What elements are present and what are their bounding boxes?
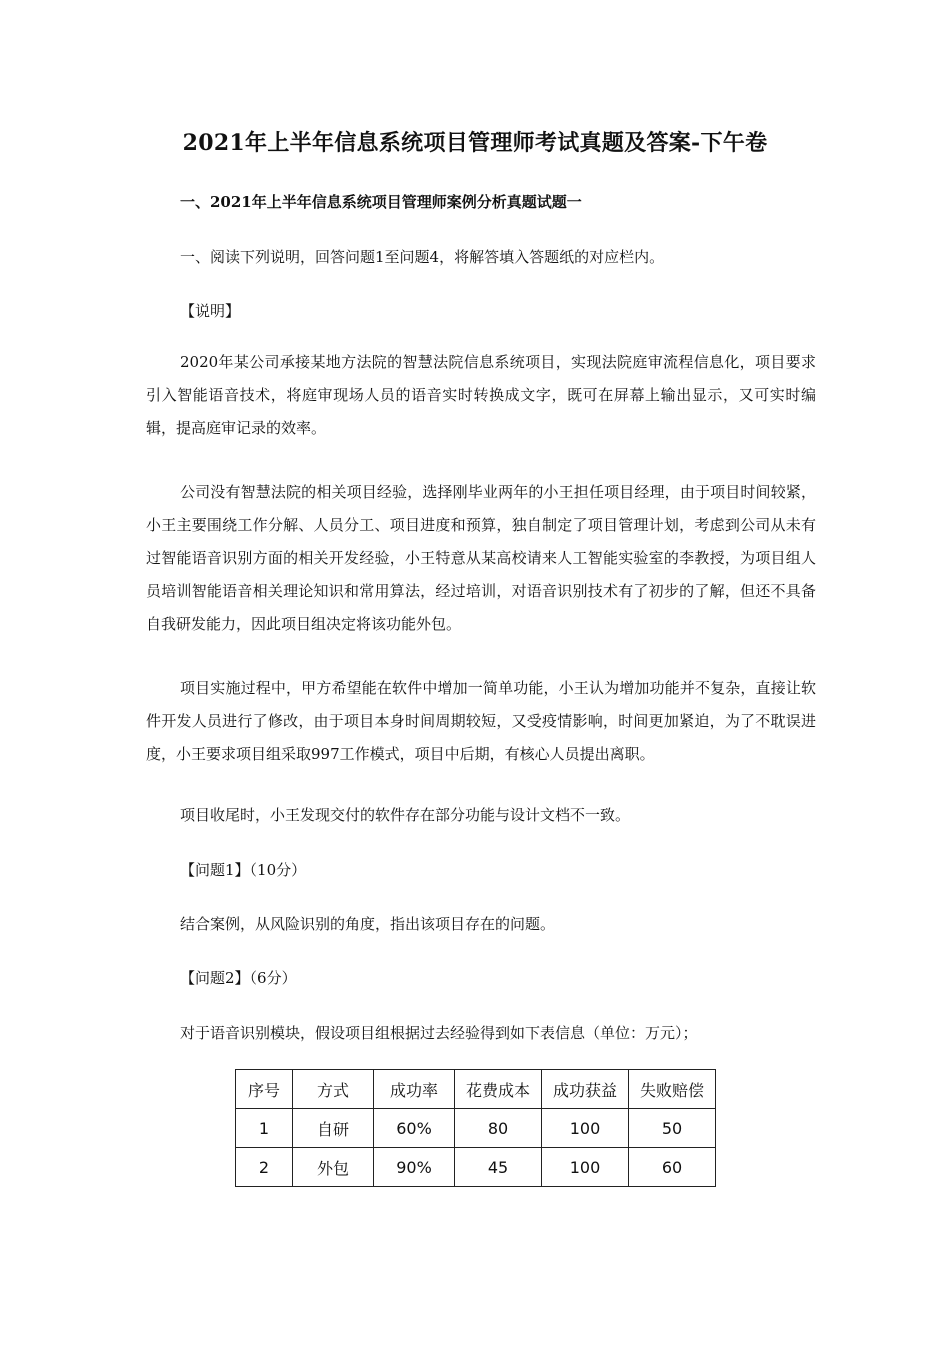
- closing-line: 项目收尾时，小王发现交付的软件存在部分功能与设计文档不一致。: [180, 806, 631, 824]
- header-cell: 成功获益: [542, 1070, 629, 1109]
- table-row: [236, 1148, 716, 1187]
- paragraph-3: 项目实施过程中，甲方希望能在软件中增加一简单功能，小王认为增加功能并不复杂，直接让软件开发人员进行了修改，由于项目本身时间周期较短，又受疫情影响，时间更加紧迫，为了不耽误进度，小王要求项目组采取997工作模式，项目中后期，有核心人员提出离职。: [146, 679, 816, 763]
- table-cell: 100: [542, 1148, 629, 1187]
- table-cell: 100: [542, 1109, 629, 1148]
- table-cell: 2: [236, 1148, 293, 1187]
- question-1-label: 【问题1】（10分）: [180, 861, 307, 879]
- table-cell: 自研: [293, 1109, 374, 1148]
- table-cell: 外包: [293, 1148, 374, 1187]
- header-cell: 失败赔偿: [629, 1070, 716, 1109]
- header-cell: 序号: [236, 1070, 293, 1109]
- header-cell: 花费成本: [455, 1070, 542, 1109]
- paragraph-2: 公司没有智慧法院的相关项目经验，选择刚毕业两年的小王担任项目经理，由于项目时间较紧，小王主要围绕工作分解、人员分工、项目进度和预算，独自制定了项目管理计划，考虑到公司从未有过智能语音识别方面的相关开发经验，小王特意从某高校请来人工智能实验室的李教授，为项目组人员培训智能语音相关理论知识和常用算法，经过培训，对语音识别技术有了初步的了解，但还不具备自我研发能力，因此项目组决定将该功能外包。: [146, 483, 816, 633]
- table-cell: 50: [629, 1109, 716, 1148]
- paragraph-1: 2020年某公司承接某地方法院的智慧法院信息系统项目，实现法院庭审流程信息化，项目要求引入智能语音技术，将庭审现场人员的语音实时转换成文字，既可在屏幕上输出显示，又可实时编辑，提高庭审记录的效率。: [146, 353, 816, 437]
- table-cell: 90%: [374, 1148, 455, 1187]
- header-cell: 成功率: [374, 1070, 455, 1109]
- table-header-row: [236, 1070, 716, 1109]
- table-row: [236, 1109, 716, 1148]
- question-2-label: 【问题2】（6分）: [180, 969, 297, 987]
- table-cell: 60: [629, 1148, 716, 1187]
- document-title: 2021年上半年信息系统项目管理师考试真题及答案-下午卷: [182, 130, 768, 156]
- instruction-text: 一、阅读下列说明，回答问题1至问题4，将解答填入答题纸的对应栏内。: [180, 248, 665, 266]
- explanation-label: 【说明】: [180, 302, 241, 320]
- question-2-text: 对于语音识别模块，假设项目组根据过去经验得到如下表信息（单位：万元）；: [180, 1024, 698, 1042]
- header-cell: 方式: [293, 1070, 374, 1109]
- table-cell: 45: [455, 1148, 542, 1187]
- table-cell: 80: [455, 1109, 542, 1148]
- section-heading: 一、2021年上半年信息系统项目管理师案例分析真题试题一: [180, 193, 582, 211]
- question-1-text: 结合案例，从风险识别的角度，指出该项目存在的问题。: [180, 915, 556, 933]
- table-cell: 1: [236, 1109, 293, 1148]
- options-table: [235, 1069, 716, 1187]
- table-cell: 60%: [374, 1109, 455, 1148]
